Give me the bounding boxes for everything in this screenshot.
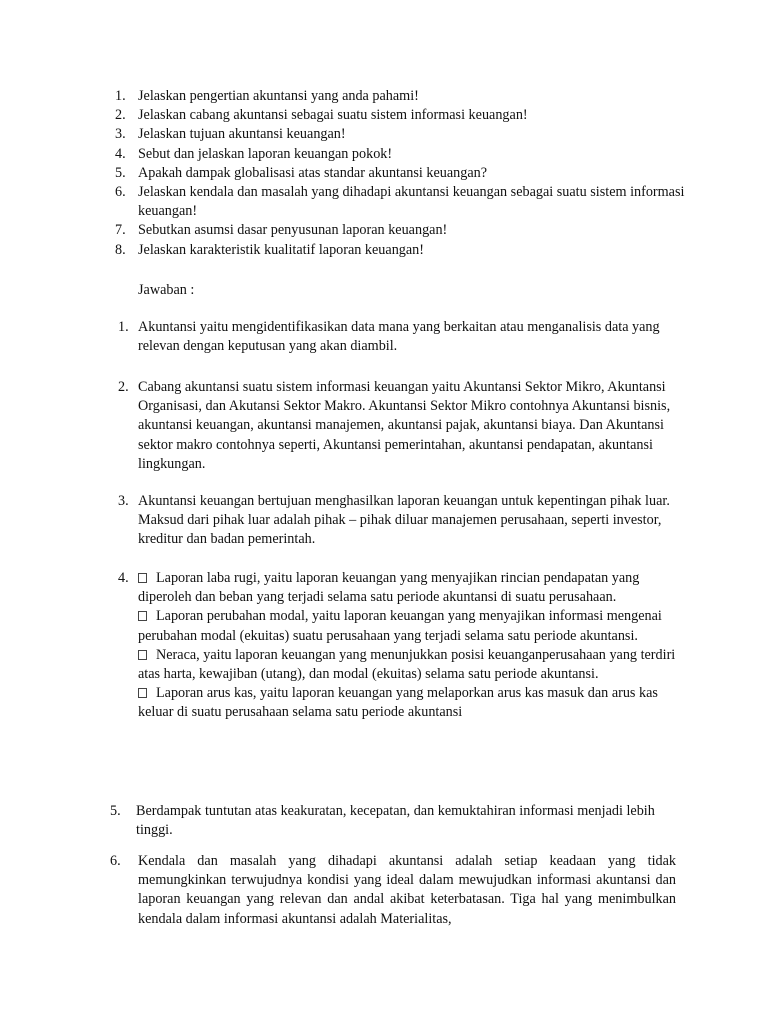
question-list	[108, 87, 688, 260]
report-item	[138, 646, 678, 684]
question-item	[108, 183, 688, 221]
question-number: 4.	[115, 145, 126, 162]
question-item	[108, 106, 688, 125]
answer-3	[118, 492, 678, 550]
question-number: 6.	[115, 184, 126, 201]
question-number: 8.	[115, 241, 126, 258]
answer-text: Kendala dan masalah yang dihadapi akuntansi adalah setiap keadaan yang tidak memungkinkan terwujudnya kondisi yang ideal dalam mewujudkan informasi akuntansi dan laporan keuangan yang relevan dan andal akibat keterbatasan. Tiga hal yang menimbulkan kendala dalam informasi akuntansi adalah Materialitas,	[138, 853, 676, 927]
question-item	[108, 221, 688, 240]
answer-4	[118, 569, 678, 723]
answer-6	[110, 852, 676, 929]
question-number: 7.	[115, 222, 126, 239]
question-item	[108, 241, 688, 260]
report-item	[138, 607, 678, 645]
question-text: Sebut dan jelaskan laporan keuangan pokok!	[138, 145, 393, 162]
question-item	[108, 87, 688, 106]
answer-text: Akuntansi yaitu mengidentifikasikan data mana yang berkaitan atau menganalisis data yang relevan dengan keputusan yang akan diambil.	[138, 319, 660, 355]
question-number: 3.	[115, 126, 126, 143]
box-bullet-icon	[138, 611, 147, 621]
answer-text: Cabang akuntansi suatu sistem informasi keuangan yaitu Akuntansi Sektor Mikro, Akuntansi Organisasi, dan Akutansi Sektor Makro. Akuntansi Sektor Mikro contohnya Akuntansi bisnis, akuntansi keuangan, akuntansi manajemen, akuntansi pajak, akuntansi biaya. Dan Akuntansi sektor makro contohnya seperti, Akuntansi pemerintahan, akuntansi pendapatan, akuntansi lingkungan.	[138, 379, 671, 472]
question-number: 2.	[115, 107, 126, 124]
answer-number: 2.	[118, 379, 129, 395]
box-bullet-icon	[138, 650, 147, 660]
answers-heading: Jawaban :	[138, 282, 195, 298]
question-text: Jelaskan tujuan akuntansi keuangan!	[138, 126, 346, 143]
box-bullet-icon	[138, 688, 147, 698]
question-text: Jelaskan cabang akuntansi sebagai suatu sistem informasi keuangan!	[138, 107, 528, 124]
report-item	[138, 569, 678, 607]
question-item	[108, 145, 688, 164]
question-number: 1.	[115, 88, 126, 104]
report-item-text: Laporan perubahan modal, yaitu laporan keuangan yang menyajikan informasi mengenai perubahan modal (ekuitas) suatu perusahaan yang terjadi selama satu periode akuntansi.	[138, 608, 662, 644]
answer-text: Akuntansi keuangan bertujuan menghasilkan laporan keuangan untuk kepentingan pihak luar. Maksud dari pihak luar adalah pihak – pihak diluar manajemen perusahaan, seperti investor, kreditur dan badan pemerintah.	[138, 493, 670, 548]
question-text: Jelaskan karakteristik kualitatif laporan keuangan!	[138, 241, 425, 258]
question-item	[108, 164, 688, 183]
answer-number: 1.	[118, 319, 129, 335]
question-item	[108, 125, 688, 144]
report-item-text: Neraca, yaitu laporan keuangan yang menunjukkan posisi keuanganperusahaan yang terdiri atas harta, kewajiban (utang), dan modal (ekuitas) selama satu periode akuntansi.	[138, 646, 676, 683]
report-item-text: Laporan laba rugi, yaitu laporan keuangan yang menyajikan rincian pendapatan yang diperoleh dan beban yang terjadi selama satu periode akuntansi di suatu perusahaan.	[138, 570, 640, 606]
question-text: Apakah dampak globalisasi atas standar akuntansi keuangan?	[138, 164, 488, 181]
answer-number: 6.	[110, 853, 121, 869]
answer-text: Berdampak tuntutan atas keakuratan, kecepatan, dan kemuktahiran informasi menjadi lebih tinggi.	[136, 803, 655, 839]
box-bullet-icon	[138, 573, 147, 583]
question-number: 5.	[115, 164, 126, 181]
answer-number: 5.	[110, 803, 121, 819]
answer-2	[118, 378, 678, 474]
question-text: Jelaskan pengertian akuntansi yang anda pahami!	[138, 88, 419, 104]
report-item	[138, 684, 678, 722]
answer-5	[110, 802, 678, 840]
answer-number: 4.	[118, 570, 129, 586]
answer-1	[118, 318, 678, 356]
question-text: Sebutkan asumsi dasar penyusunan laporan keuangan!	[138, 222, 448, 239]
report-item-text: Laporan arus kas, yaitu laporan keuangan yang melaporkan arus kas masuk dan arus kas keluar di suatu perusahaan selama satu periode akuntansi	[138, 685, 658, 721]
question-text: Jelaskan kendala dan masalah yang dihadapi akuntansi keuangan sebagai suatu sistem informasi keuangan!	[138, 184, 685, 220]
answer-number: 3.	[118, 493, 129, 509]
answer-report-list	[138, 569, 678, 723]
